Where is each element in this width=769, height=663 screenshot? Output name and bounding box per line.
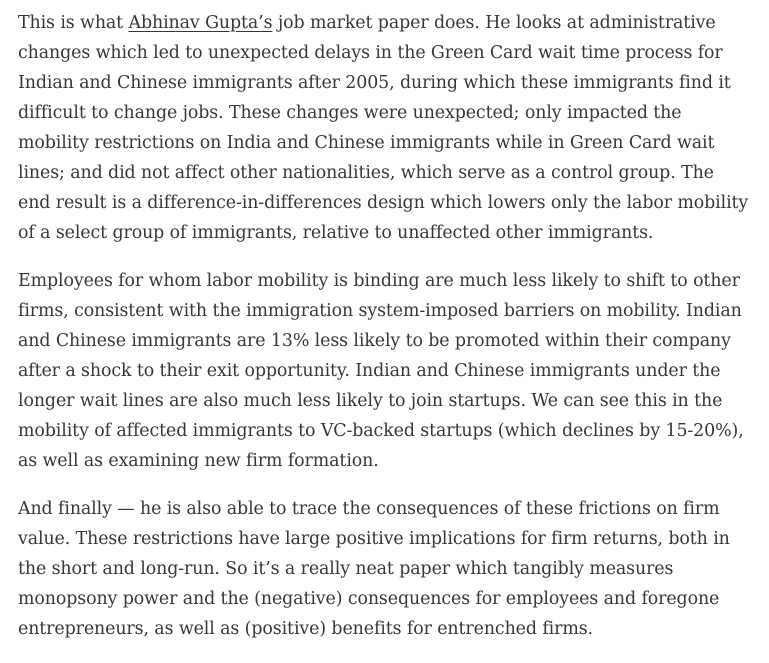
paragraph-text-lead: This is what <box>18 13 129 33</box>
article-body <box>18 8 750 662</box>
paragraph-text-body: job market paper does. He looks at administrative changes which led to unexpected delays in the Green Card wait time process for Indian and Chinese immigrants after 2005, during which these immigrants find it difficult to change jobs. These changes were unexpected; only impacted the mobility restrictions on India and Chinese immigrants while in Green Card wait lines; and did not affect other nationalities, which serve as a control group. The end result is a difference-in-differences design which lowers only the labor mobility of a select group of immigrants, relative to unaffected other immigrants. <box>18 13 749 243</box>
author-link[interactable]: Abhinav Gupta’s <box>128 13 273 33</box>
paragraph-firm-value: And finally — he is also able to trace the consequences of these frictions on firm value. These restrictions have large positive implications for firm returns, both in the short and long-run. So it’s a really neat paper which tangibly measures monopsony power and the (negative) consequences for employees and foregone entrepreneurs, as well as (positive) benefits for entrenched firms. <box>18 499 730 639</box>
paragraph-gupta-intro <box>18 8 750 248</box>
paragraph-mobility-findings: Employees for whom labor mobility is binding are much less likely to shift to other firms, consistent with the immigration system-imposed barriers on mobility. Indian and Chinese immigrants are 13% less likely to be promoted within their company after a shock to their exit opportunity. Indian and Chinese immigrants under the longer wait lines are also much less likely to join startups. We can see this in the mobility of affected immigrants to VC-backed startups (which declines by 15-20%), as well as examining new firm formation. <box>18 271 744 471</box>
